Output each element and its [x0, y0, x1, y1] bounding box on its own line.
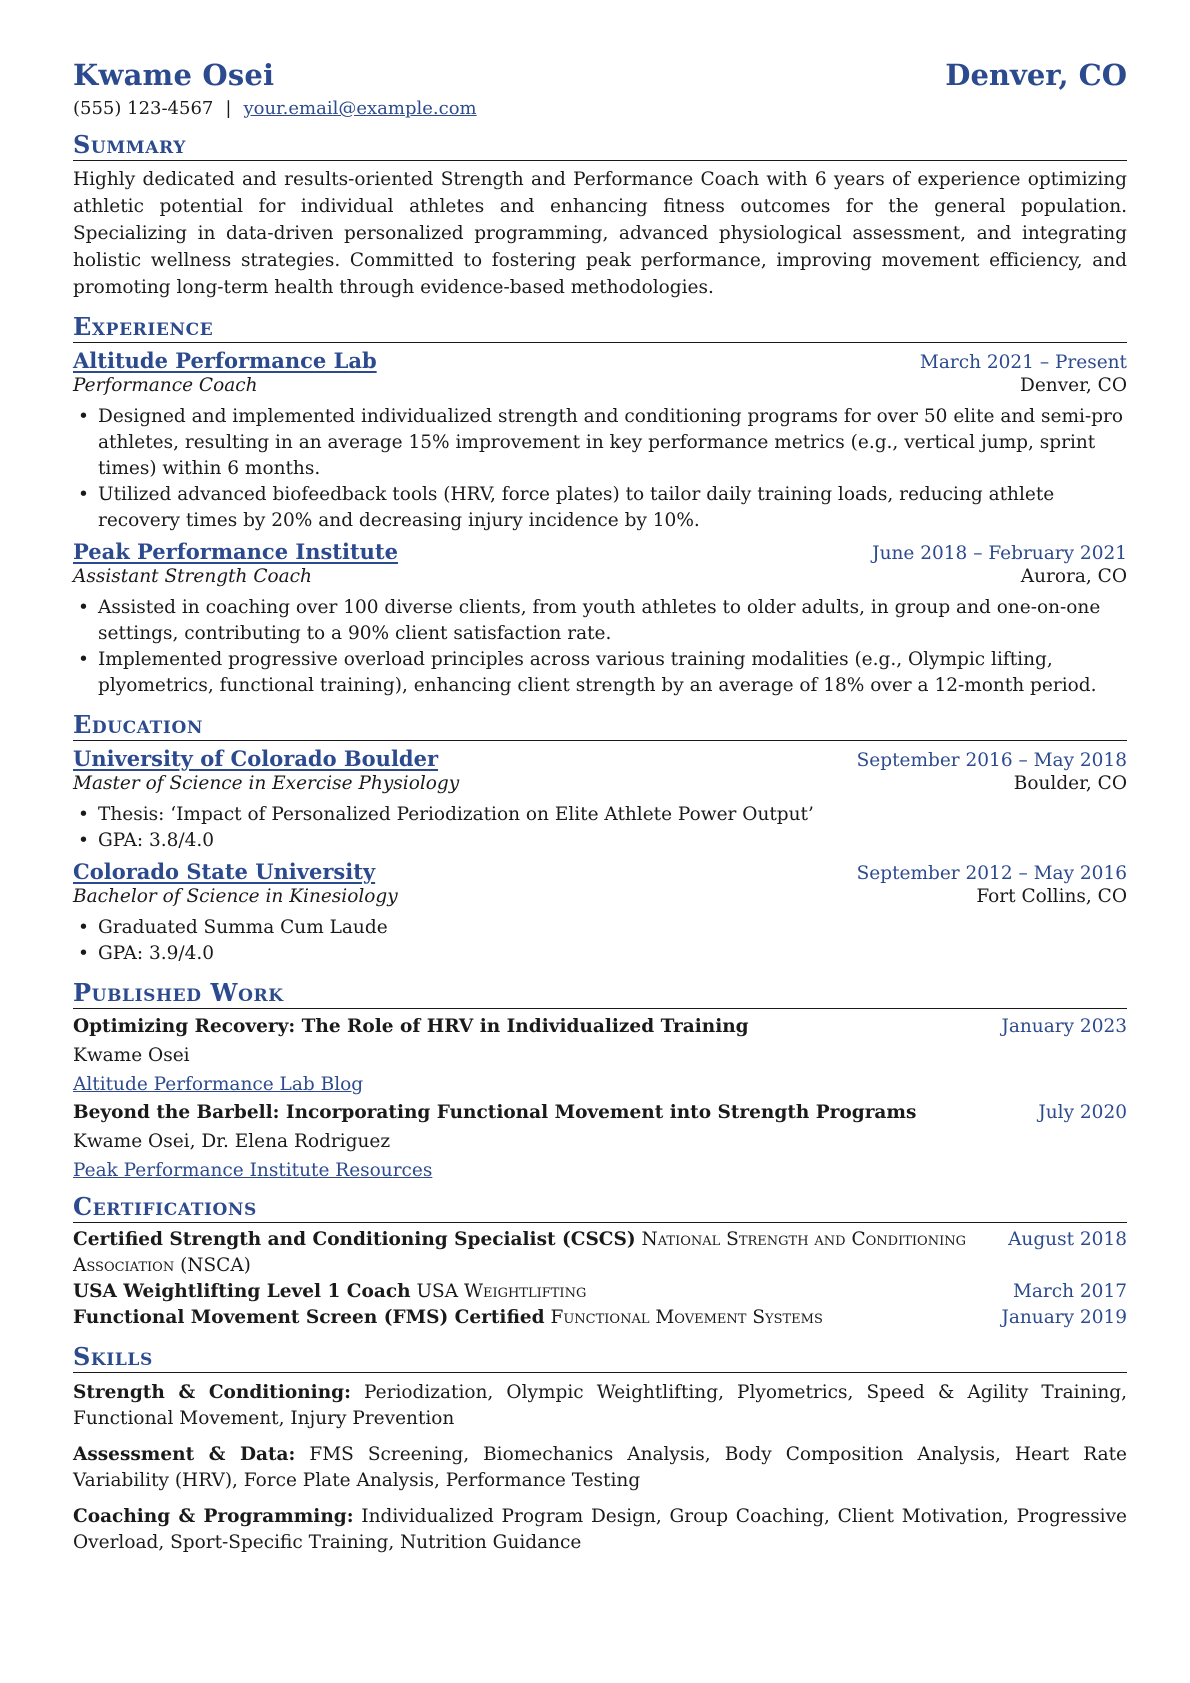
skill-group [73, 1380, 1127, 1432]
school-location: Fort Collins, CO [976, 886, 1127, 907]
employer-link[interactable]: Peak Performance Institute [73, 539, 398, 564]
certification-issuer: National Strength and Conditioning Association (NSCA) [73, 1229, 966, 1276]
certification-date: August 2018 [1008, 1229, 1127, 1250]
education-dates: September 2016 – May 2018 [856, 750, 1127, 771]
section-title-certifications: Certifications [73, 1193, 1127, 1223]
publication-venue-link[interactable]: Peak Performance Institute Resources [73, 1160, 433, 1181]
employment-dates: March 2021 – Present [919, 352, 1127, 373]
publication-entry [73, 1102, 1127, 1181]
education-detail-list [73, 802, 1127, 854]
resume-page [73, 58, 1127, 1556]
education-entry [73, 859, 1127, 967]
skill-list: FMS Screening, Biomechanics Analysis, Body Composition Analysis, Heart Rate Variability (HRV), Force Plate Analysis, Performance Testing [73, 1444, 1127, 1491]
section-title-experience: Experience [73, 313, 1127, 343]
certification-issuer: Functional Movement Systems [550, 1307, 823, 1328]
degree-title: Master of Science in Exercise Physiology [73, 773, 460, 794]
job-location: Denver, CO [1020, 375, 1127, 396]
employment-dates: June 2018 – February 2021 [872, 543, 1127, 564]
achievement-item: • Designed and implemented individualized strength and conditioning programs for over 50 elite and semi-pro athletes, resulting in an average 15% improvement in key performance metrics (e.g., vertical jump, sprint times) within 6 months. [98, 404, 1127, 482]
achievement-item: • Utilized advanced biofeedback tools (HRV, force plates) to tailor daily training loads, reducing athlete recovery times by 20% and decreasing injury incidence by 10%. [98, 482, 1127, 534]
skill-list: Individualized Program Design, Group Coaching, Client Motivation, Progressive Overload, Sport-Specific Training, Nutrition Guidance [73, 1506, 1128, 1553]
publication-title: Optimizing Recovery: The Role of HRV in Individualized Training [73, 1016, 749, 1037]
section-title-published-work: Published Work [73, 979, 1127, 1009]
school-location: Boulder, CO [1013, 773, 1127, 794]
publication-authors: Kwame Osei [73, 1045, 190, 1066]
achievement-list [73, 595, 1127, 699]
skill-category: Strength & Conditioning: [73, 1382, 351, 1403]
certification-issuer: USA Weightlifting [416, 1281, 587, 1302]
certifications-section [73, 1193, 1127, 1331]
email-link[interactable]: your.email@example.com [243, 98, 477, 119]
contact-separator: | [225, 98, 232, 119]
education-detail-item: • Thesis: ‘Impact of Personalized Periodization on Elite Athlete Power Output’ [98, 802, 1127, 828]
school-link[interactable]: Colorado State University [73, 859, 376, 884]
certification-entry [73, 1279, 1127, 1305]
resume-header [73, 58, 1127, 92]
publication-venue-link[interactable]: Altitude Performance Lab Blog [73, 1074, 364, 1095]
job-location: Aurora, CO [1020, 566, 1127, 587]
published-work-section [73, 979, 1127, 1181]
skill-group [73, 1504, 1127, 1556]
education-section [73, 711, 1127, 967]
achievement-item: • Assisted in coaching over 100 diverse clients, from youth athletes to older adults, in group and one-on-one settings, contributing to a 90% client satisfaction rate. [98, 595, 1127, 647]
education-dates: September 2012 – May 2016 [856, 863, 1127, 884]
experience-section [73, 313, 1127, 699]
education-entry [73, 746, 1127, 854]
achievement-list [73, 404, 1127, 534]
certification-name: USA Weightlifting Level 1 Coach [73, 1281, 411, 1302]
summary-text: Highly dedicated and results-oriented Strength and Performance Coach with 6 years of experience optimizing athletic potential for individual athletes and enhancing fitness outcomes for the general population. Specializing in data-driven personalized programming, advanced physiological assessment, and integrating holistic wellness strategies. Committed to fostering peak performance, improving movement efficiency, and promoting long-term health through evidence-based methodologies. [73, 169, 1127, 298]
certification-name: Functional Movement Screen (FMS) Certified [73, 1307, 545, 1328]
certification-date: January 2019 [1001, 1307, 1127, 1328]
skill-category: Coaching & Programming: [73, 1506, 354, 1527]
degree-title: Bachelor of Science in Kinesiology [73, 886, 398, 907]
achievement-item: • Implemented progressive overload principles across various training modalities (e.g., Olympic lifting, plyometrics, functional training), enhancing client strength by an average of 18% over a 12-month period. [98, 647, 1127, 699]
publication-title: Beyond the Barbell: Incorporating Functional Movement into Strength Programs [73, 1102, 917, 1123]
candidate-location: Denver, CO [945, 58, 1127, 92]
job-title: Assistant Strength Coach [73, 566, 312, 587]
publication-authors: Kwame Osei, Dr. Elena Rodriguez [73, 1131, 391, 1152]
section-title-summary: Summary [73, 131, 1127, 161]
skill-category: Assessment & Data: [73, 1444, 296, 1465]
section-title-education: Education [73, 711, 1127, 741]
certification-entry [73, 1227, 1127, 1279]
skill-list: Periodization, Olympic Weightlifting, Plyometrics, Speed & Agility Training, Functional Movement, Injury Prevention [73, 1382, 1127, 1429]
contact-line [73, 98, 1127, 119]
summary-section [73, 131, 1127, 301]
publication-date: July 2020 [1038, 1102, 1127, 1123]
education-detail-item: • GPA: 3.9/4.0 [98, 941, 1127, 967]
publication-entry [73, 1016, 1127, 1095]
certification-date: March 2017 [1012, 1281, 1127, 1302]
education-detail-item: • Graduated Summa Cum Laude [98, 915, 1127, 941]
employer-link[interactable]: Altitude Performance Lab [73, 348, 377, 373]
certification-name: Certified Strength and Conditioning Specialist (CSCS) [73, 1229, 636, 1250]
education-detail-list [73, 915, 1127, 967]
publication-date: January 2023 [1001, 1016, 1127, 1037]
skill-group [73, 1442, 1127, 1494]
school-link[interactable]: University of Colorado Boulder [73, 746, 439, 771]
education-detail-item: • GPA: 3.8/4.0 [98, 828, 1127, 854]
candidate-name: Kwame Osei [73, 58, 275, 92]
experience-entry [73, 348, 1127, 534]
certification-entry [73, 1305, 1127, 1331]
section-title-skills: Skills [73, 1343, 1127, 1373]
job-title: Performance Coach [73, 375, 258, 396]
skills-section [73, 1343, 1127, 1556]
experience-entry [73, 539, 1127, 699]
phone-number: (555) 123-4567 [73, 98, 214, 119]
